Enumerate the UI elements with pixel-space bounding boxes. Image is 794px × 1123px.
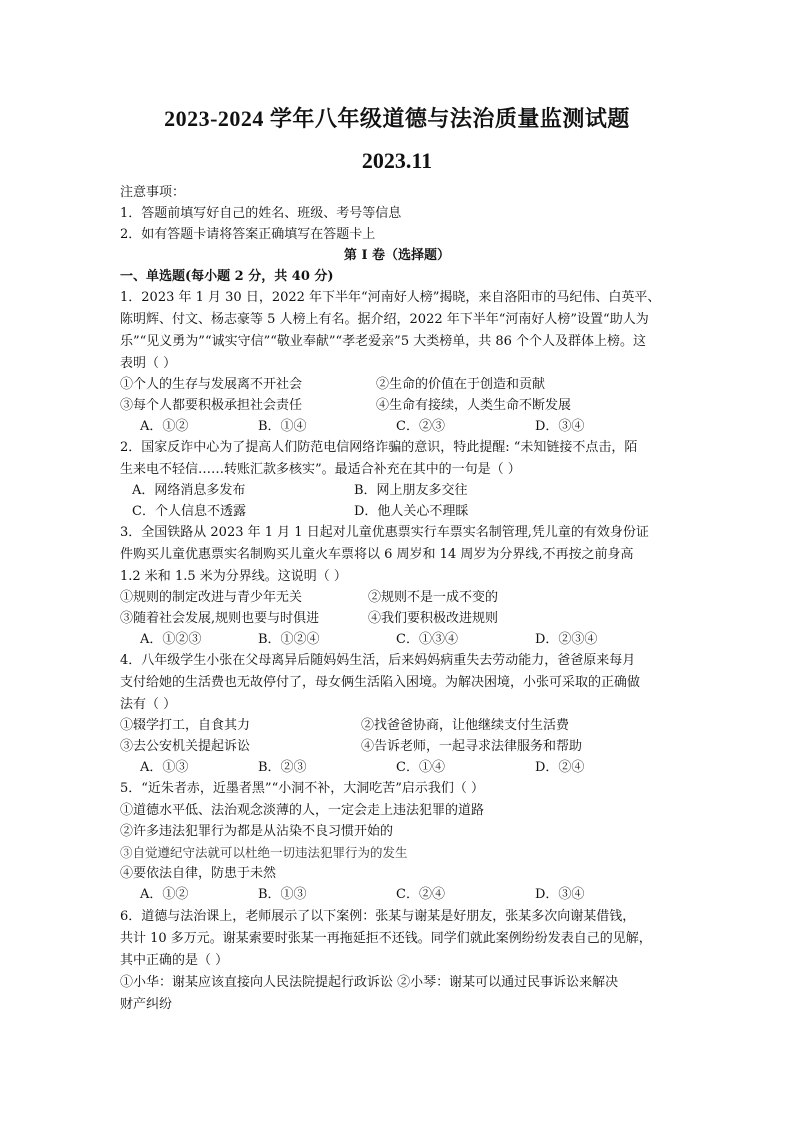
question-4-stem: 法有（ ） — [120, 697, 177, 712]
question-3-item: ④我们要积极改进规则 — [368, 611, 499, 626]
question-4-item: ②找爸爸协商，让他继续支付生活费 — [361, 718, 570, 733]
question-5-stem: 5．“近朱者赤，近墨者黑”“小洞不补，大洞吃苦”启示我们（ ） — [120, 781, 484, 796]
question-3-stem: 1.2 米和 1.5 米为分界线。这说明（ ） — [120, 569, 347, 584]
question-3-item: ②规则不是一成不变的 — [368, 590, 499, 605]
question-2-option-b: B．网上朋友多交往 — [354, 483, 468, 498]
question-5-line: ②许多违法犯罪行为都是从沾染不良习惯开始的 — [120, 824, 394, 839]
question-3-option-d: D．②③④ — [535, 632, 598, 647]
question-2-option-a: A．网络消息多发布 — [132, 483, 246, 498]
question-2-option-d: D．他人关心不理睬 — [354, 504, 469, 519]
question-3-item: ③随着社会发展,规则也要与时俱进 — [120, 611, 320, 626]
question-3-item: ①规则的制定改进与青少年无关 — [120, 590, 303, 605]
question-6-line: 财产纠纷 — [120, 997, 173, 1012]
question-1-item: ③每个人都要积极承担社会责任 — [120, 398, 303, 413]
exam-date: 2023.11 — [361, 148, 433, 173]
question-3-option-a: A．①②③ — [140, 632, 202, 647]
question-4-item: ③去公安机关提起诉讼 — [120, 739, 251, 754]
question-5-option-d: D．③④ — [535, 887, 585, 902]
question-4-stem: 支付给她的生活费也无故停付了，母女俩生活陷入困境。为解决困境，小张可采取的正确做 — [120, 675, 641, 690]
question-5-line: ③自觉遵纪守法就可以杜绝一切违法犯罪行为的发生 — [120, 845, 408, 860]
question-1-item: ④生命有接续，人类生命不断发展 — [376, 398, 572, 413]
question-5-line: ①道德水平低、法治观念淡薄的人，一定会走上违法犯罪的道路 — [120, 803, 485, 818]
question-1-option-c: C．②③ — [396, 419, 445, 434]
part-title: 第 I 卷（选择题） — [343, 248, 451, 263]
question-1-option-b: B．①④ — [258, 419, 307, 434]
question-1-option-a: A．①② — [140, 419, 189, 434]
question-1-stem: 1．2023 年 1 月 30 日，2022 年下半年“河南好人榜”揭晓，来自洛阳市的马纪伟、白英平、 — [120, 290, 661, 305]
question-5-line: ④要依法自律，防患于未然 — [120, 866, 277, 881]
question-3-option-b: B．①②④ — [258, 632, 320, 647]
question-2-option-c: C．个人信息不透露 — [132, 504, 246, 519]
question-5-option-c: C．②④ — [396, 887, 445, 902]
question-6-stem: 其中正确的是（ ） — [120, 953, 229, 968]
question-1-stem: 表明（ ） — [120, 356, 177, 371]
question-5-option-a: A．①② — [140, 887, 189, 902]
note-item: 1．答题前填写好自己的姓名、班级、考号等信息 — [120, 206, 402, 221]
question-1-item: ①个人的生存与发展离不开社会 — [120, 377, 303, 392]
question-1-stem: 乐”“见义勇为”“诚实守信”“敬业奉献”“孝老爱亲”5 大类榜单，共 86 个个人及群体上榜。这 — [120, 334, 647, 349]
question-4-option-c: C．①④ — [396, 760, 445, 775]
question-4-option-a: A．①③ — [140, 760, 189, 775]
question-2-stem: 2．国家反诈中心为了提高人们防范电信网络诈骗的意识，特此提醒: “未知链接不点击，陌 — [120, 440, 638, 455]
question-2-stem: 生来电不轻信……转账汇款多核实”。最适合补充在其中的一句是（ ） — [120, 462, 521, 477]
question-3-stem: 件购买儿童优惠票实名制购买儿童火车票将以 6 周岁和 14 周岁为分界线,不再按之前身高 — [120, 547, 634, 562]
question-4-option-b: B．②③ — [258, 760, 307, 775]
question-4-stem: 4．八年级学生小张在父母离异后随妈妈生活，后来妈妈病重失去劳动能力，爸爸原来每月 — [120, 653, 636, 668]
question-1-stem: 陈明辉、付文、杨志豪等 5 人榜上有名。据介绍，2022 年下半年“河南好人榜”设置“助人为 — [120, 312, 649, 327]
question-6-stem: 共计 10 多万元。谢某索要时张某一再拖延拒不还钱。同学们就此案例纷纷发表自己的见解， — [120, 931, 652, 946]
question-4-item: ④告诉老师，一起寻求法律服务和帮助 — [361, 739, 583, 754]
question-5-option-b: B．①③ — [258, 887, 307, 902]
question-3-stem: 3．全国铁路从 2023 年 1 月 1 日起对儿童优惠票实行车票实名制管理,凭儿童的有效身份证 — [120, 525, 649, 540]
question-4-item: ①辍学打工，自食其力 — [120, 718, 251, 733]
question-6-line: ①小华：谢某应该直接向人民法院提起行政诉讼 ②小琴：谢某可以通过民事诉讼来解决 — [120, 975, 619, 990]
question-1-item: ②生命的价值在于创造和贡献 — [376, 377, 546, 392]
question-6-stem: 6．道德与法治课上，老师展示了以下案例：张某与谢某是好朋友，张某多次向谢某借钱， — [120, 909, 636, 924]
question-3-option-c: C．①③④ — [396, 632, 458, 647]
question-1-option-d: D．③④ — [535, 419, 585, 434]
question-4-option-d: D．②④ — [535, 760, 585, 775]
note-item: 2．如有答题卡请将答案正确填写在答题卡上 — [120, 227, 376, 242]
exam-title: 2023-2024 学年八年级道德与法治质量监测试题 — [164, 106, 630, 131]
section-title: 一、单选题(每小题 2 分，共 40 分) — [120, 269, 334, 284]
notes-heading: 注意事项： — [120, 185, 186, 200]
